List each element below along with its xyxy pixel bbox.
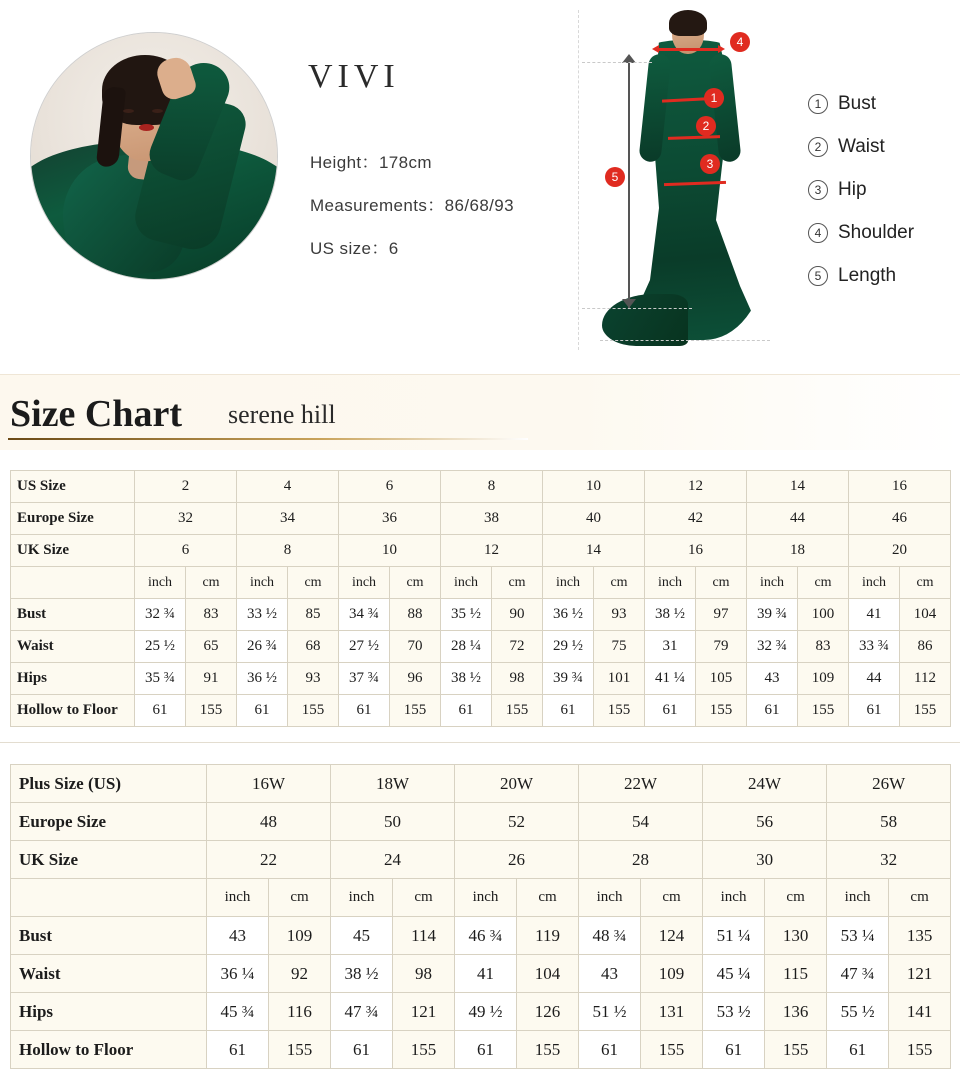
length-guide-top: [582, 62, 652, 63]
cell-eu-size-3: 38: [441, 503, 543, 535]
table-row-plus-size: [11, 765, 951, 803]
cell-waist-8: 29 ½: [543, 631, 594, 663]
cell-unit-0: inch: [135, 567, 186, 599]
row-label-hips: Hips: [11, 663, 135, 695]
legend-num-1: 1: [808, 94, 828, 114]
cell-htf-8: 61: [543, 695, 594, 727]
cell-plus-htf-4: 61: [455, 1031, 517, 1069]
cell-plus-unit-4: inch: [455, 879, 517, 917]
cell-plus-size-0: 16W: [207, 765, 331, 803]
cell-bust-0: 32 ¾: [135, 599, 186, 631]
cell-bust-11: 97: [696, 599, 747, 631]
cell-plus-htf-1: 155: [269, 1031, 331, 1069]
row-label-uk-size: UK Size: [11, 535, 135, 567]
cell-uk-size-2: 10: [339, 535, 441, 567]
cell-us-size-2: 6: [339, 471, 441, 503]
cell-us-size-0: 2: [135, 471, 237, 503]
cell-bust-10: 38 ½: [645, 599, 696, 631]
cell-plus-bust-2: 45: [331, 917, 393, 955]
cell-plus-unit-8: inch: [703, 879, 765, 917]
cell-waist-4: 27 ½: [339, 631, 390, 663]
cell-bust-9: 93: [594, 599, 645, 631]
shoulder-arrow-right: [718, 45, 725, 53]
cell-uk-size-7: 20: [849, 535, 951, 567]
cell-uk-size-6: 18: [747, 535, 849, 567]
shoulder-measure-line: [658, 48, 720, 51]
cell-plus-unit-11: cm: [889, 879, 951, 917]
cell-hips-2: 36 ½: [237, 663, 288, 695]
model-height: [310, 148, 432, 173]
cell-hips-3: 93: [288, 663, 339, 695]
row-label-plus-size: Plus Size (US): [11, 765, 207, 803]
cell-plus-unit-5: cm: [517, 879, 579, 917]
cell-plus-waist-2: 38 ½: [331, 955, 393, 993]
standard-size-table: [10, 470, 951, 727]
cell-bust-7: 90: [492, 599, 543, 631]
cell-hips-13: 109: [798, 663, 849, 695]
cell-waist-5: 70: [390, 631, 441, 663]
cell-plus-hips-2: 47 ¾: [331, 993, 393, 1031]
cell-plus-eu-1: 50: [331, 803, 455, 841]
cell-htf-3: 155: [288, 695, 339, 727]
model-photo: [30, 32, 278, 280]
cell-plus-bust-8: 51 ¼: [703, 917, 765, 955]
cell-htf-0: 61: [135, 695, 186, 727]
cell-bust-3: 85: [288, 599, 339, 631]
cell-plus-waist-1: 92: [269, 955, 331, 993]
cell-plus-htf-8: 61: [703, 1031, 765, 1069]
cell-plus-hips-7: 131: [641, 993, 703, 1031]
cell-plus-unit-1: cm: [269, 879, 331, 917]
cell-htf-14: 61: [849, 695, 900, 727]
page-title: Size Chart: [10, 393, 183, 435]
row-label-plus-europe-size: Europe Size: [11, 803, 207, 841]
cell-plus-htf-7: 155: [641, 1031, 703, 1069]
cell-unit-12: inch: [747, 567, 798, 599]
cell-plus-htf-6: 61: [579, 1031, 641, 1069]
cell-plus-waist-10: 47 ¾: [827, 955, 889, 993]
cell-plus-bust-9: 130: [765, 917, 827, 955]
title-underline: [8, 438, 528, 440]
cell-uk-size-1: 8: [237, 535, 339, 567]
cell-plus-htf-11: 155: [889, 1031, 951, 1069]
cell-uk-size-0: 6: [135, 535, 237, 567]
cell-waist-6: 28 ¼: [441, 631, 492, 663]
cell-plus-waist-9: 115: [765, 955, 827, 993]
cell-plus-htf-0: 61: [207, 1031, 269, 1069]
cell-waist-10: 31: [645, 631, 696, 663]
cell-hips-15: 112: [900, 663, 951, 695]
model-measurements-value: 86/68/93: [444, 196, 515, 215]
cell-htf-9: 155: [594, 695, 645, 727]
legend-num-3: 3: [808, 180, 828, 200]
cell-plus-bust-3: 114: [393, 917, 455, 955]
legend-item-shoulder: [808, 211, 958, 254]
cell-plus-htf-3: 155: [393, 1031, 455, 1069]
cell-plus-bust-10: 53 ¼: [827, 917, 889, 955]
badge-bust: 1: [704, 88, 724, 108]
cell-plus-unit-6: inch: [579, 879, 641, 917]
cell-plus-htf-10: 61: [827, 1031, 889, 1069]
cell-plus-waist-8: 45 ¼: [703, 955, 765, 993]
cell-htf-12: 61: [747, 695, 798, 727]
cell-htf-11: 155: [696, 695, 747, 727]
cell-htf-5: 155: [390, 695, 441, 727]
legend-num-4: 4: [808, 223, 828, 243]
cell-plus-uk-0: 22: [207, 841, 331, 879]
cell-plus-size-2: 20W: [455, 765, 579, 803]
table-row-uk-size: [11, 535, 951, 567]
cell-us-size-3: 8: [441, 471, 543, 503]
page-subtitle: serene hill: [228, 400, 336, 429]
cell-uk-size-5: 16: [645, 535, 747, 567]
cell-waist-1: 65: [186, 631, 237, 663]
cell-plus-unit-2: inch: [331, 879, 393, 917]
table-row-plus-bust: [11, 917, 951, 955]
cell-waist-7: 72: [492, 631, 543, 663]
cell-waist-2: 26 ¾: [237, 631, 288, 663]
cell-hips-1: 91: [186, 663, 237, 695]
legend-label-waist: Waist: [838, 135, 885, 157]
legend-label-length: Length: [838, 264, 897, 286]
row-label-us-size: US Size: [11, 471, 135, 503]
legend-item-bust: [808, 82, 958, 125]
model-illustration: [31, 33, 277, 279]
cell-eu-size-7: 46: [849, 503, 951, 535]
row-label-plus-uk-size: UK Size: [11, 841, 207, 879]
brand-name: VIVI: [308, 58, 400, 95]
cell-htf-4: 61: [339, 695, 390, 727]
row-label-europe-size: Europe Size: [11, 503, 135, 535]
cell-plus-htf-5: 155: [517, 1031, 579, 1069]
cell-waist-12: 32 ¾: [747, 631, 798, 663]
vertical-divider: [578, 10, 579, 350]
cell-plus-size-4: 24W: [703, 765, 827, 803]
model-info-section: [0, 0, 960, 372]
model-height-value: 178cm: [378, 153, 432, 172]
cell-plus-hips-9: 136: [765, 993, 827, 1031]
cell-unit-9: cm: [594, 567, 645, 599]
row-label-hollow-to-floor: Hollow to Floor: [11, 695, 135, 727]
cell-unit-1: cm: [186, 567, 237, 599]
cell-plus-uk-2: 26: [455, 841, 579, 879]
cell-plus-bust-0: 43: [207, 917, 269, 955]
cell-bust-6: 35 ½: [441, 599, 492, 631]
model-height-label: Height：: [310, 153, 379, 172]
row-label-units: [11, 567, 135, 599]
cell-uk-size-3: 12: [441, 535, 543, 567]
legend-item-waist: [808, 125, 958, 168]
legend-label-hip: Hip: [838, 178, 867, 200]
cell-unit-3: cm: [288, 567, 339, 599]
length-measure-line: [628, 62, 630, 308]
cell-bust-5: 88: [390, 599, 441, 631]
cell-unit-10: inch: [645, 567, 696, 599]
cell-plus-hips-11: 141: [889, 993, 951, 1031]
cell-waist-15: 86: [900, 631, 951, 663]
cell-plus-unit-0: inch: [207, 879, 269, 917]
table-row-hollow-to-floor: [11, 695, 951, 727]
cell-htf-6: 61: [441, 695, 492, 727]
model-ussize-label: US size：: [310, 239, 389, 258]
cell-unit-4: inch: [339, 567, 390, 599]
cell-plus-uk-3: 28: [579, 841, 703, 879]
table-row-bust: [11, 599, 951, 631]
cell-plus-hips-3: 121: [393, 993, 455, 1031]
measurement-legend: [808, 82, 958, 297]
cell-plus-unit-10: inch: [827, 879, 889, 917]
row-label-plus-hips: Hips: [11, 993, 207, 1031]
shoulder-arrow-left: [652, 45, 659, 53]
cell-waist-0: 25 ½: [135, 631, 186, 663]
cell-waist-11: 79: [696, 631, 747, 663]
cell-bust-12: 39 ¾: [747, 599, 798, 631]
cell-hips-8: 39 ¾: [543, 663, 594, 695]
table-separator: [0, 742, 960, 743]
cell-waist-13: 83: [798, 631, 849, 663]
cell-bust-2: 33 ½: [237, 599, 288, 631]
badge-length: 5: [605, 167, 625, 187]
cell-htf-7: 155: [492, 695, 543, 727]
row-label-bust: Bust: [11, 599, 135, 631]
table-row-plus-hips: [11, 993, 951, 1031]
cell-hips-5: 96: [390, 663, 441, 695]
cell-plus-eu-2: 52: [455, 803, 579, 841]
table-row-plus-uk-size: [11, 841, 951, 879]
cell-plus-htf-2: 61: [331, 1031, 393, 1069]
cell-plus-hips-4: 49 ½: [455, 993, 517, 1031]
row-label-plus-waist: Waist: [11, 955, 207, 993]
cell-unit-8: inch: [543, 567, 594, 599]
cell-plus-bust-6: 48 ¾: [579, 917, 641, 955]
badge-hip: 3: [700, 154, 720, 174]
model-ussize: [310, 234, 399, 259]
cell-plus-uk-5: 32: [827, 841, 951, 879]
plus-size-table: [10, 764, 951, 1069]
cell-plus-hips-8: 53 ½: [703, 993, 765, 1031]
cell-eu-size-5: 42: [645, 503, 747, 535]
cell-eu-size-6: 44: [747, 503, 849, 535]
cell-waist-9: 75: [594, 631, 645, 663]
cell-plus-waist-0: 36 ¼: [207, 955, 269, 993]
cell-unit-13: cm: [798, 567, 849, 599]
table-row-plus-europe-size: [11, 803, 951, 841]
cell-plus-hips-0: 45 ¾: [207, 993, 269, 1031]
cell-plus-size-5: 26W: [827, 765, 951, 803]
row-label-plus-bust: Bust: [11, 917, 207, 955]
cell-plus-uk-1: 24: [331, 841, 455, 879]
cell-plus-unit-3: cm: [393, 879, 455, 917]
cell-htf-13: 155: [798, 695, 849, 727]
cell-plus-hips-1: 116: [269, 993, 331, 1031]
table-row-units: [11, 567, 951, 599]
cell-plus-waist-6: 43: [579, 955, 641, 993]
table-row-plus-hollow-to-floor: [11, 1031, 951, 1069]
cell-htf-15: 155: [900, 695, 951, 727]
legend-item-length: [808, 254, 958, 297]
cell-plus-eu-4: 56: [703, 803, 827, 841]
cell-plus-waist-3: 98: [393, 955, 455, 993]
cell-unit-6: inch: [441, 567, 492, 599]
cell-unit-11: cm: [696, 567, 747, 599]
badge-shoulder: 4: [730, 32, 750, 52]
table-row-us-size: [11, 471, 951, 503]
cell-plus-eu-5: 58: [827, 803, 951, 841]
cell-us-size-7: 16: [849, 471, 951, 503]
cell-waist-3: 68: [288, 631, 339, 663]
cell-plus-unit-7: cm: [641, 879, 703, 917]
cell-plus-bust-11: 135: [889, 917, 951, 955]
cell-plus-bust-7: 124: [641, 917, 703, 955]
cell-plus-bust-4: 46 ¾: [455, 917, 517, 955]
row-label-plus-units: [11, 879, 207, 917]
table-row-plus-units: [11, 879, 951, 917]
cell-us-size-1: 4: [237, 471, 339, 503]
table-row-europe-size: [11, 503, 951, 535]
cell-hips-4: 37 ¾: [339, 663, 390, 695]
cell-plus-bust-5: 119: [517, 917, 579, 955]
cell-unit-5: cm: [390, 567, 441, 599]
cell-unit-14: inch: [849, 567, 900, 599]
cell-eu-size-0: 32: [135, 503, 237, 535]
cell-plus-htf-9: 155: [765, 1031, 827, 1069]
cell-plus-unit-9: cm: [765, 879, 827, 917]
cell-eu-size-1: 34: [237, 503, 339, 535]
cell-eu-size-2: 36: [339, 503, 441, 535]
cell-plus-eu-0: 48: [207, 803, 331, 841]
cell-htf-10: 61: [645, 695, 696, 727]
cell-hips-14: 44: [849, 663, 900, 695]
cell-us-size-4: 10: [543, 471, 645, 503]
cell-unit-7: cm: [492, 567, 543, 599]
cell-plus-waist-11: 121: [889, 955, 951, 993]
cell-us-size-5: 12: [645, 471, 747, 503]
cell-hips-10: 41 ¼: [645, 663, 696, 695]
table-row-hips: [11, 663, 951, 695]
cell-plus-waist-5: 104: [517, 955, 579, 993]
cell-bust-8: 36 ½: [543, 599, 594, 631]
legend-item-hip: [808, 168, 958, 211]
badge-waist: 2: [696, 116, 716, 136]
model-measurements: [310, 191, 514, 216]
legend-num-5: 5: [808, 266, 828, 286]
legend-label-bust: Bust: [838, 92, 877, 114]
row-label-plus-hollow-to-floor: Hollow to Floor: [11, 1031, 207, 1069]
cell-plus-hips-5: 126: [517, 993, 579, 1031]
cell-eu-size-4: 40: [543, 503, 645, 535]
cell-htf-1: 155: [186, 695, 237, 727]
cell-bust-13: 100: [798, 599, 849, 631]
cell-plus-waist-4: 41: [455, 955, 517, 993]
cell-bust-14: 41: [849, 599, 900, 631]
legend-label-shoulder: Shoulder: [838, 221, 915, 243]
cell-uk-size-4: 14: [543, 535, 645, 567]
cell-plus-size-1: 18W: [331, 765, 455, 803]
cell-unit-2: inch: [237, 567, 288, 599]
legend-num-2: 2: [808, 137, 828, 157]
cell-hips-7: 98: [492, 663, 543, 695]
length-guide-bottom: [582, 308, 692, 309]
cell-bust-15: 104: [900, 599, 951, 631]
cell-hips-6: 38 ½: [441, 663, 492, 695]
cell-bust-1: 83: [186, 599, 237, 631]
cell-htf-2: 61: [237, 695, 288, 727]
model-ussize-value: 6: [388, 239, 399, 258]
cell-plus-hips-6: 51 ½: [579, 993, 641, 1031]
length-arrow-bottom: [622, 299, 636, 308]
cell-plus-waist-7: 109: [641, 955, 703, 993]
model-measurements-label: Measurements：: [310, 196, 445, 215]
cell-us-size-6: 14: [747, 471, 849, 503]
row-label-waist: Waist: [11, 631, 135, 663]
cell-hips-9: 101: [594, 663, 645, 695]
cell-waist-14: 33 ¾: [849, 631, 900, 663]
table-row-waist: [11, 631, 951, 663]
cell-hips-0: 35 ¾: [135, 663, 186, 695]
cell-plus-bust-1: 109: [269, 917, 331, 955]
cell-bust-4: 34 ¾: [339, 599, 390, 631]
cell-hips-12: 43: [747, 663, 798, 695]
cell-plus-uk-4: 30: [703, 841, 827, 879]
cell-hips-11: 105: [696, 663, 747, 695]
cell-plus-eu-3: 54: [579, 803, 703, 841]
cell-plus-hips-10: 55 ½: [827, 993, 889, 1031]
table-row-plus-waist: [11, 955, 951, 993]
cell-unit-15: cm: [900, 567, 951, 599]
hem-guide: [600, 340, 770, 341]
cell-plus-size-3: 22W: [579, 765, 703, 803]
